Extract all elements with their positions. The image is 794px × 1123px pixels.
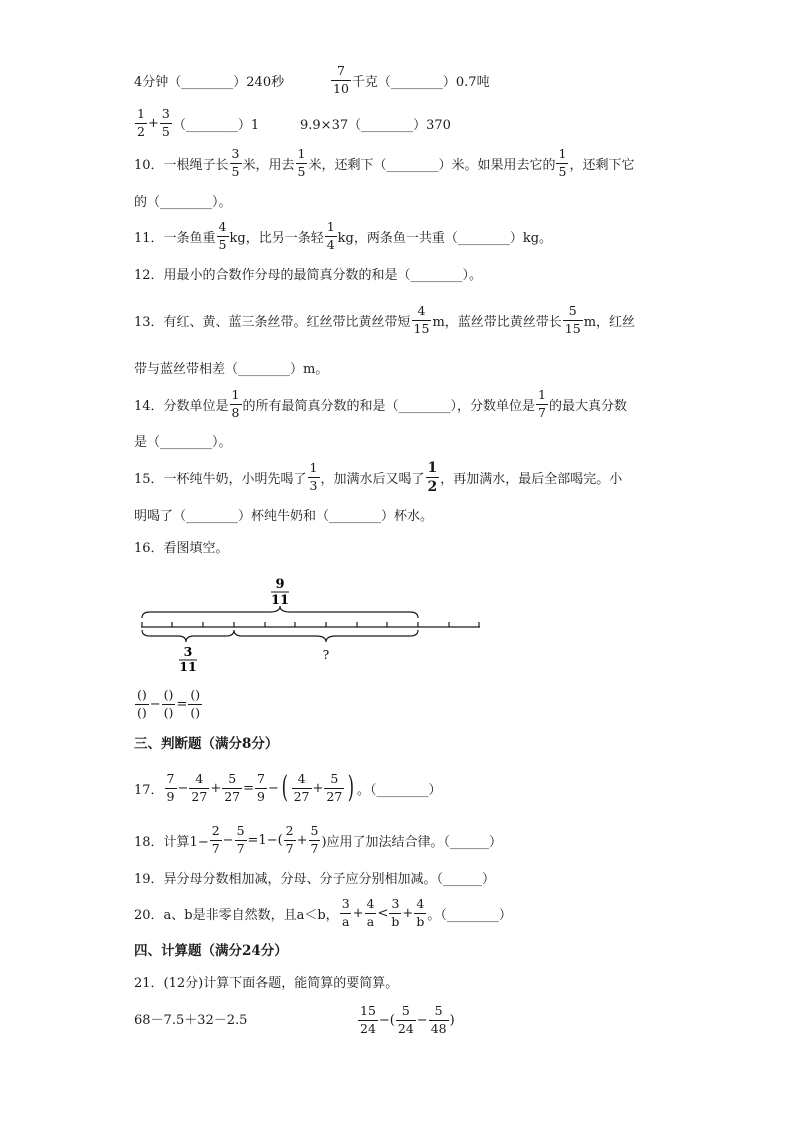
compare-row-1b bbox=[330, 60, 490, 100]
question-10-line2: 的（________）。 bbox=[134, 194, 232, 210]
top-fraction-den: 11 bbox=[270, 593, 290, 608]
fraction: $\frac{1}{2}$ bbox=[427, 459, 438, 495]
tick-marks bbox=[142, 622, 479, 627]
left-paren: ( bbox=[281, 770, 288, 805]
q21-expr-left: 68－7.5＋32－2.5 bbox=[134, 1012, 248, 1028]
q21-expr-right: $\frac{15}{24}$ −( $\frac{5}{24}$ − $\frac{5}{48}$ ) bbox=[360, 1003, 455, 1036]
question-18: 18．计算1− $\frac{2}{7}$ − $\frac{5}{7}$ =1−( $\frac{2}{7}$ + $\frac{5}{7}$ )应用了加法结合律。（______） bbox=[134, 823, 503, 856]
right-paren: ) bbox=[347, 770, 355, 805]
question-17: 17． $\frac{7}{9}$ − $\frac{4}{27}$ + $\frac{5}{27}$ = $\frac{7}{9}$ − ( $\frac{4}{27}$ + $\frac{5}{27}$ ) 。（________） bbox=[134, 770, 442, 805]
question-11: 11．一条鱼重 $\frac{4}{5}$ kg，比另一条轻 $\frac{1}{4}$ kg，两条鱼一共重（________）kg。 bbox=[134, 219, 553, 252]
compare-time: 4分钟（________）240秒 bbox=[134, 74, 285, 90]
question-12: 12．用最小的合数作分母的最简真分数的和是（________）。 bbox=[134, 267, 483, 283]
fraction: $\frac{5}{48}$ bbox=[430, 1003, 447, 1036]
fraction: $\frac{7}{10}$ bbox=[333, 63, 349, 96]
top-fraction-num: 9 bbox=[275, 577, 285, 592]
q16-equation: $\frac{()}{()}$ − $\frac{()}{()}$ = $\frac{()}{()}$ bbox=[137, 687, 201, 720]
section-3-title: 三、判断题（满分8分） bbox=[134, 736, 279, 752]
fraction: $\frac{5}{27}$ bbox=[326, 771, 343, 804]
fraction: $\frac{5}{7}$ bbox=[236, 823, 245, 856]
fraction: $\frac{4}{27}$ bbox=[191, 771, 208, 804]
fraction: $\frac{2}{7}$ bbox=[285, 823, 294, 856]
fraction: $\frac{1}{5}$ bbox=[297, 146, 306, 179]
section-4-title: 四、计算题（满分24分） bbox=[134, 943, 288, 959]
compare-row-1 bbox=[134, 60, 284, 100]
fraction: $\frac{1}{3}$ bbox=[309, 460, 318, 493]
question-21: 21．(12分)计算下面各题，能简算的要简算。 bbox=[134, 975, 399, 991]
fraction: $\frac{5}{27}$ bbox=[224, 771, 241, 804]
fraction: $\frac{5}{24}$ bbox=[397, 1003, 414, 1036]
fraction: $\frac{5}{7}$ bbox=[310, 823, 319, 856]
blank-fraction: $\frac{()}{()}$ bbox=[190, 687, 201, 720]
fraction: $\frac{7}{9}$ bbox=[257, 771, 265, 804]
fraction: $\frac{7}{9}$ bbox=[166, 771, 175, 804]
question-14-line2: 是（________）。 bbox=[134, 434, 232, 450]
question-13-line2: 带与蓝丝带相差（________）m。 bbox=[134, 361, 329, 377]
fraction: $\frac{4}{b}$ bbox=[416, 896, 425, 929]
fraction: $\frac{4}{a}$ bbox=[366, 896, 375, 929]
fraction: $\frac{4}{15}$ bbox=[413, 303, 430, 336]
number-line-diagram bbox=[130, 572, 490, 672]
blank-fraction: $\frac{()}{()}$ bbox=[163, 687, 174, 720]
fraction: $\frac{3}{b}$ bbox=[391, 896, 400, 929]
fraction: $\frac{15}{24}$ bbox=[360, 1003, 376, 1036]
question-13: 13．有红、黄、蓝三条丝带。红丝带比黄丝带短 $\frac{4}{15}$ m，蓝丝带比黄丝带长 $\frac{5}{15}$ m，红丝 bbox=[134, 303, 636, 336]
fraction: $\frac{3}{5}$ bbox=[161, 106, 170, 139]
blank-fraction: $\frac{()}{()}$ bbox=[137, 687, 147, 720]
compare-row-2b: 9.9×37（________）370 bbox=[300, 117, 451, 133]
question-15: 15．一杯纯牛奶，小明先喝了 $\frac{1}{3}$ ，加满水后又喝了 $\frac{1}{2}$ ，再加满水，最后全部喝完。小 bbox=[134, 459, 623, 495]
fraction: $\frac{3}{a}$ bbox=[341, 896, 350, 929]
bottom-fraction-num: 3 bbox=[183, 644, 193, 659]
fraction: $\frac{1}{5}$ bbox=[558, 146, 567, 179]
fraction: $\frac{4}{27}$ bbox=[293, 771, 310, 804]
fraction: $\frac{5}{15}$ bbox=[564, 303, 581, 336]
fraction: $\frac{3}{5}$ bbox=[231, 146, 240, 179]
bottom-fraction-den: 11 bbox=[179, 659, 197, 672]
question-19: 19．异分母分数相加减，分母、分子应分别相加减。（______） bbox=[134, 871, 496, 887]
compare-weight: 千克（________）0.7吨 bbox=[351, 74, 490, 90]
bottom-brace-left bbox=[142, 630, 234, 642]
fraction: $\frac{1}{4}$ bbox=[326, 219, 335, 252]
question-10: 10．一根绳子长 $\frac{3}{5}$ 米，用去 $\frac{1}{5}$ 米，还剩下（________）米。如果用去它的 $\frac{1}{5}$ ，还剩下它 bbox=[134, 146, 635, 179]
compare-row-2: $\frac{1}{2}$ + $\frac{3}{5}$ （________）1 bbox=[137, 106, 260, 139]
fraction: $\frac{2}{7}$ bbox=[211, 823, 220, 856]
unknown-mark: ? bbox=[322, 648, 330, 662]
fraction: $\frac{1}{2}$ bbox=[137, 106, 145, 139]
question-20: 20．a、b是非零自然数，且a＜b， $\frac{3}{a}$ + $\frac{4}{a}$ < $\frac{3}{b}$ + $\frac{4}{b}$ 。（________） bbox=[134, 896, 512, 929]
fraction: $\frac{1}{8}$ bbox=[231, 387, 240, 420]
fraction: $\frac{4}{5}$ bbox=[218, 219, 227, 252]
bottom-brace-right bbox=[234, 630, 418, 642]
top-brace bbox=[142, 606, 418, 618]
fraction: $\frac{1}{7}$ bbox=[538, 387, 546, 420]
question-16: 16．看图填空。 bbox=[134, 540, 229, 556]
question-14: 14．分数单位是 $\frac{1}{8}$ 的所有最简真分数的和是（________），分数单位是 $\frac{1}{7}$ 的最大真分数 bbox=[134, 387, 627, 420]
question-15-line2: 明喝了（________）杯纯牛奶和（________）杯水。 bbox=[134, 508, 434, 524]
